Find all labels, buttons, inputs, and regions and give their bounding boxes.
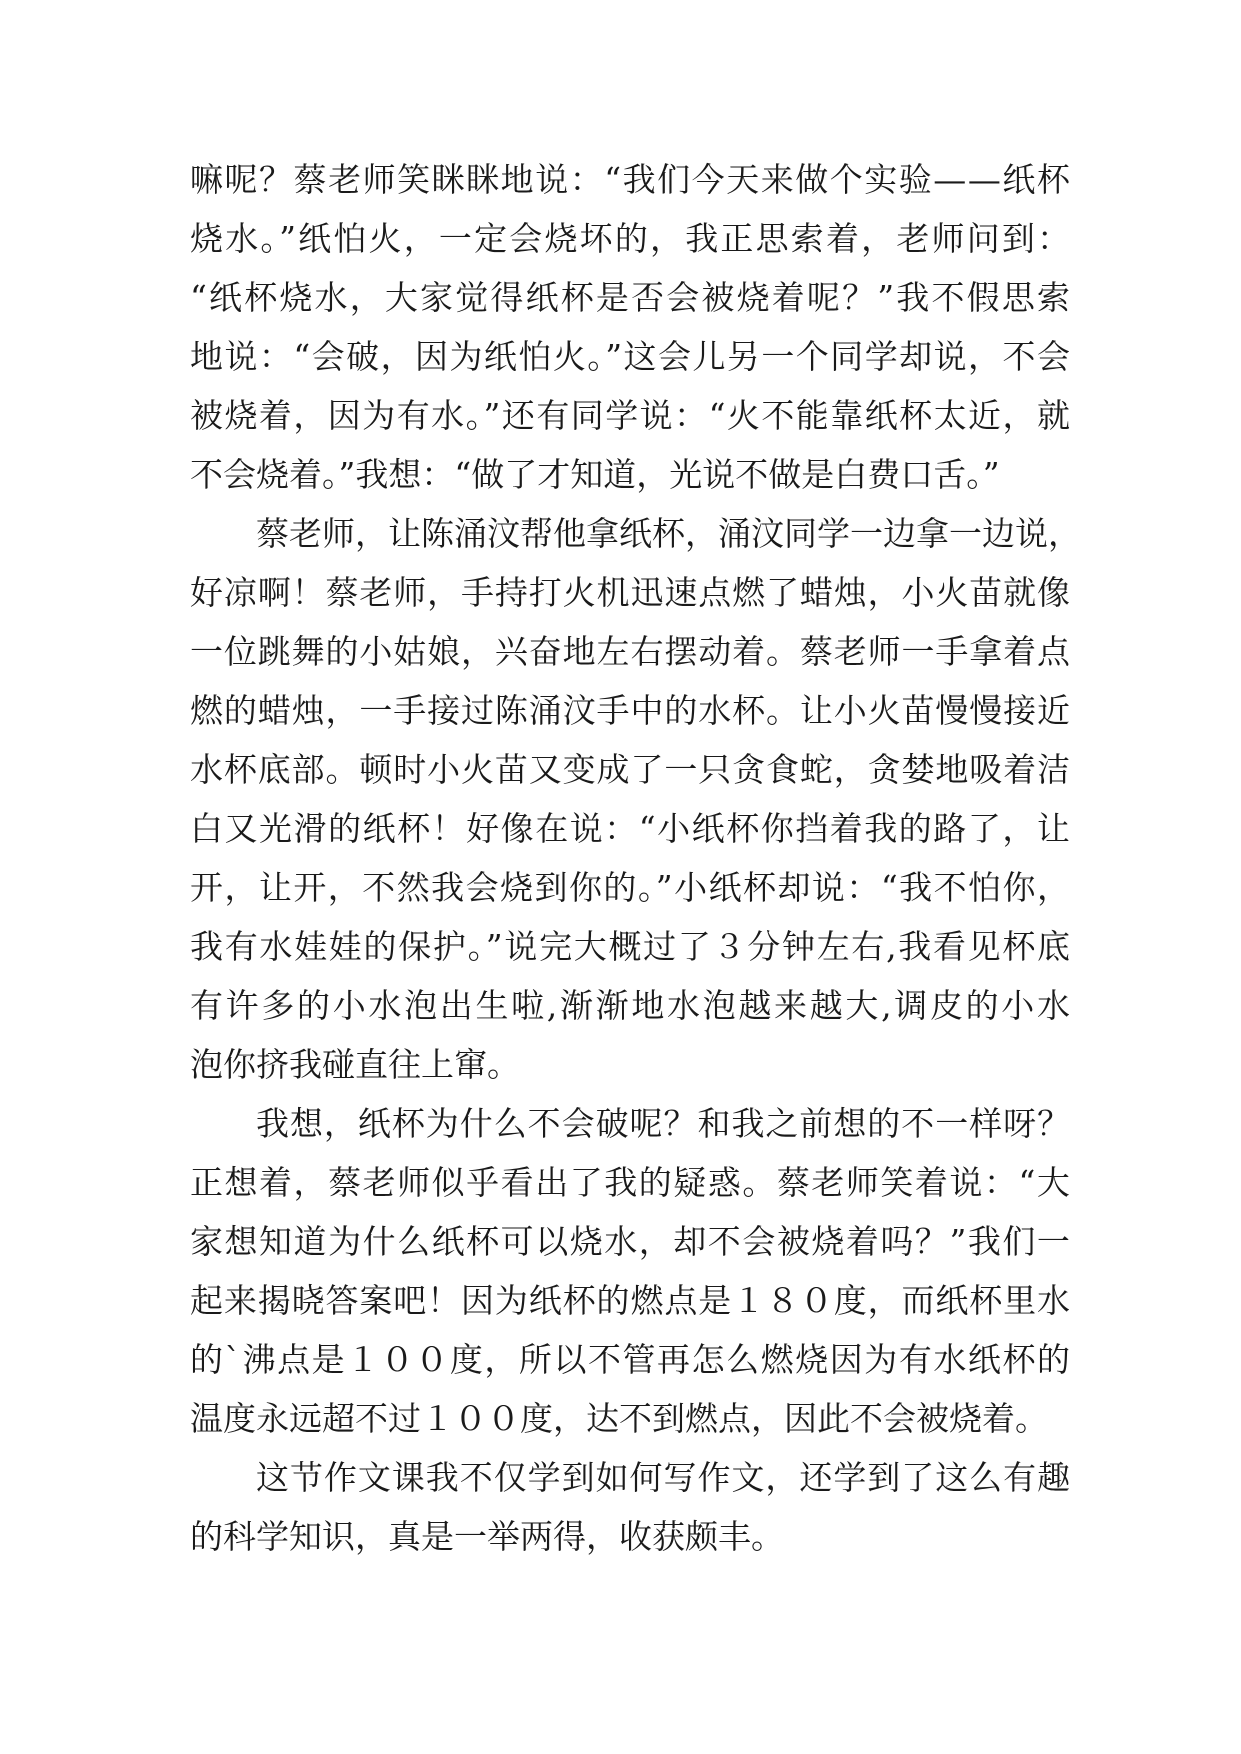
text-line: 家想知道为什么纸杯可以烧水，却不会被烧着吗？”我们一 (190, 1222, 1072, 1261)
text-line: 正想着，蔡老师似乎看出了我的疑惑。蔡老师笑着说：“大 (190, 1163, 1072, 1202)
text-line: “纸杯烧水，大家觉得纸杯是否会被烧着呢？”我不假思索 (190, 278, 1073, 317)
text-line: 嘛呢？蔡老师笑眯眯地说：“我们今天来做个实验——纸杯 (190, 160, 1072, 199)
text-line: 这节作文课我不仅学到如何写作文，还学到了这么有趣 (256, 1458, 1072, 1497)
essay-text (190, 150, 1081, 1566)
text-line: 泡你挤我碰直往上窜。 (190, 1045, 520, 1084)
text-line: 水杯底部。顿时小火苗又变成了一只贪食蛇，贪婪地吸着洁 (190, 750, 1071, 789)
text-line: 烧水。”纸怕火，一定会烧坏的，我正思索着，老师问到： (190, 219, 1073, 258)
text-line: 白又光滑的纸杯！好像在说：“小纸杯你挡着我的路了，让 (190, 809, 1072, 848)
text-line: 好凉啊！蔡老师，手持打火机迅速点燃了蜡烛，小火苗就像 (190, 573, 1071, 612)
text-line: 有许多的小水泡出生啦,渐渐地水泡越来越大,调皮的小水 (190, 986, 1073, 1025)
text-line: 被烧着，因为有水。”还有同学说：“火不能靠纸杯太近，就 (190, 396, 1072, 435)
text-line: 起来揭晓答案吧！因为纸杯的燃点是１８０度，而纸杯里水 (190, 1281, 1071, 1320)
text-line: 地说：“会破，因为纸怕火。”这会儿另一个同学却说，不会 (190, 337, 1072, 376)
text-line: 开，让开，不然我会烧到你的。”小纸杯却说：“我不怕你， (190, 868, 1072, 907)
text-line: 燃的蜡烛，一手接过陈涌汶手中的水杯。让小火苗慢慢接近 (190, 691, 1071, 730)
text-line: 的科学知识，真是一举两得，收获颇丰。 (190, 1517, 784, 1556)
text-line: 不会烧着。”我想：“做了才知道，光说不做是白费口舌。” (190, 455, 1000, 494)
text-line: 我想，纸杯为什么不会破呢？和我之前想的不一样呀？ (256, 1104, 1072, 1143)
text-line: 温度永远超不过１００度，达不到燃点，因此不会被烧着。 (190, 1399, 1048, 1438)
text-line: 我有水娃娃的保护。”说完大概过了３分钟左右,我看见杯底 (190, 927, 1072, 966)
text-line: 一位跳舞的小姑娘，兴奋地左右摆动着。蔡老师一手拿着点 (190, 632, 1071, 671)
text-line: 蔡老师，让陈涌汶帮他拿纸杯，涌汶同学一边拿一边说， (256, 514, 1081, 553)
text-line: 的`沸点是１００度，所以不管再怎么燃烧因为有水纸杯的 (190, 1340, 1072, 1379)
